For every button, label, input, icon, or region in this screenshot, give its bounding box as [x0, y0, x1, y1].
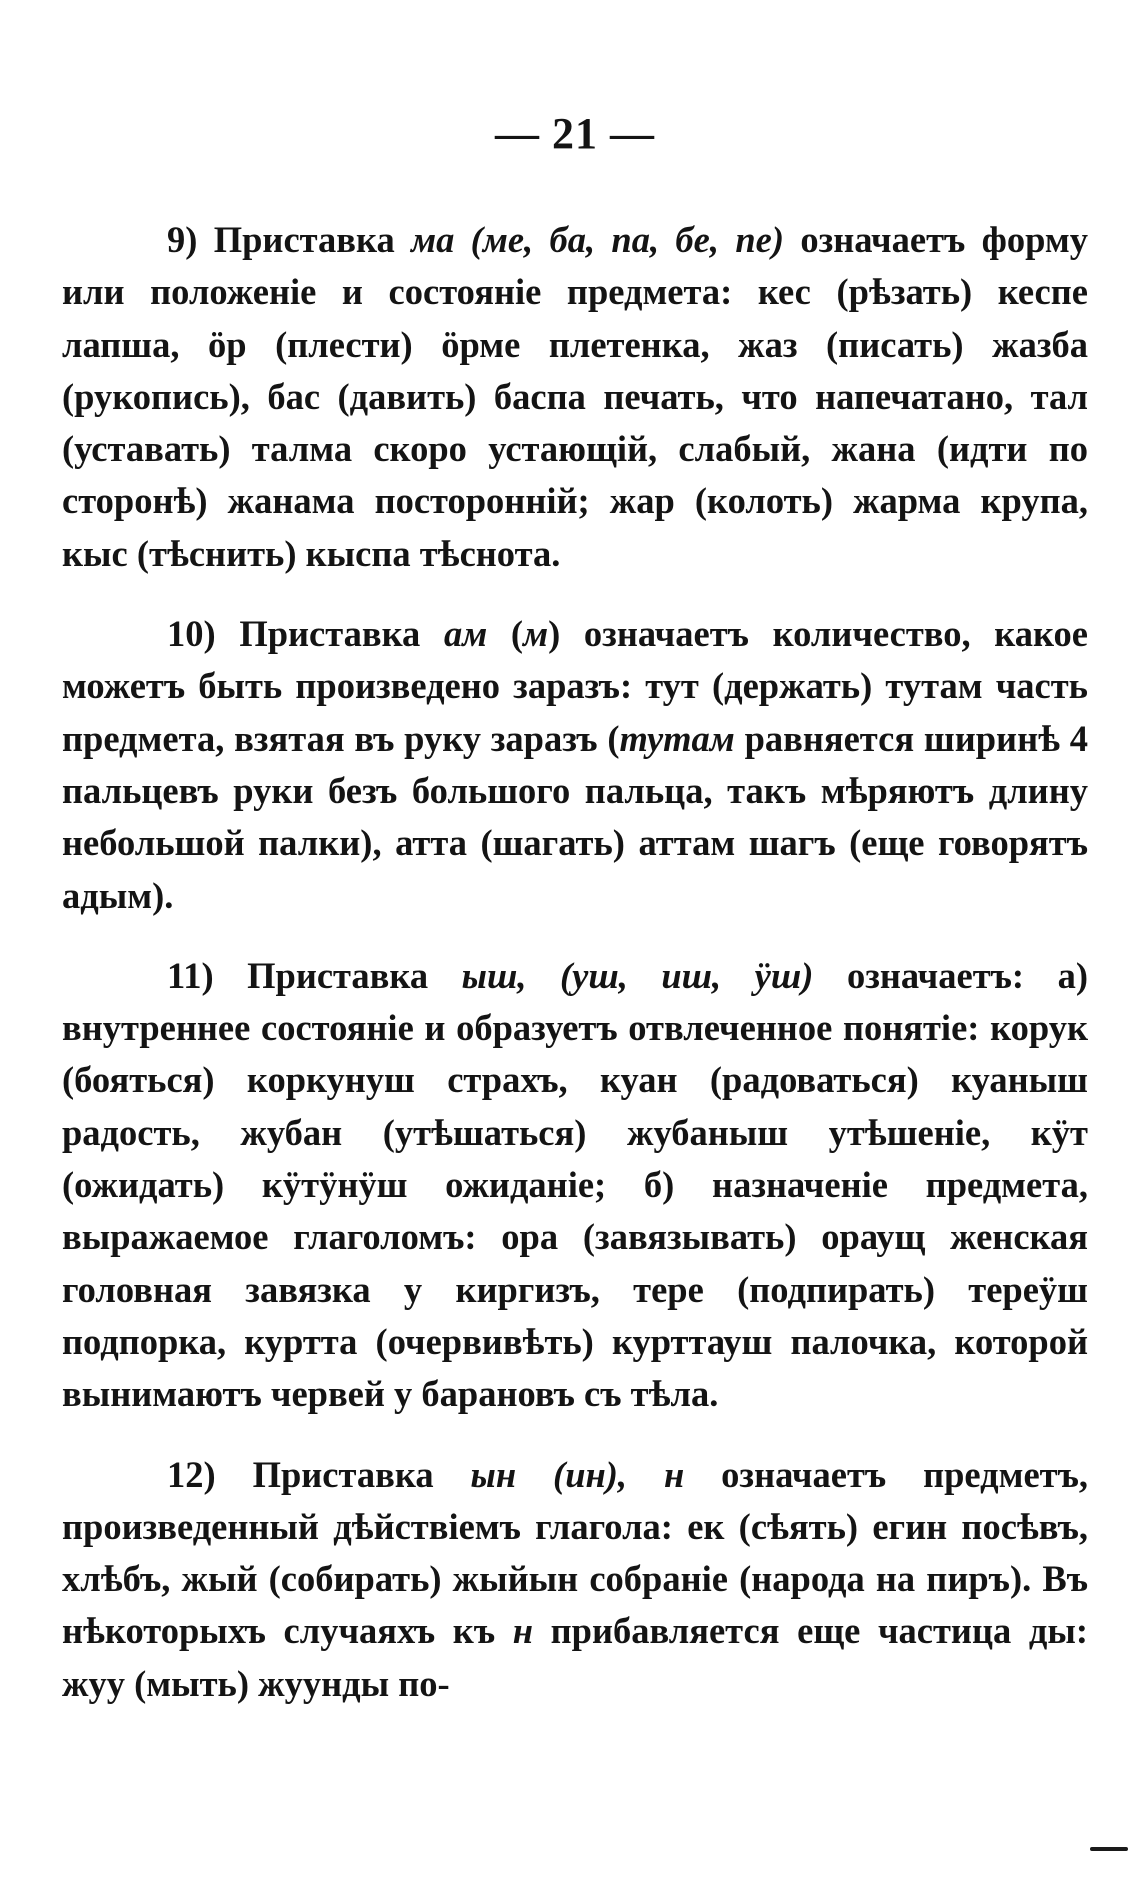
paragraph: [62, 1449, 1088, 1710]
text-segment: 9) Приставка: [167, 219, 412, 260]
italic-text: м: [523, 613, 549, 655]
printer-mark: [1090, 1847, 1128, 1851]
text-segment: равняется ширинѣ 4 пальцевъ руки безъ большого пальца, такъ мѣряютъ длину небольшой палки), атта (шагать) аттам шагъ (еще говорятъ адым).: [62, 717, 1089, 916]
page-number: — 21 —: [495, 109, 655, 158]
text-segment: 11) Приставка: [167, 954, 462, 996]
body-text: [62, 214, 1088, 1710]
text-segment: означаетъ: а) внутреннее состояніе и образуетъ отвлеченное понятіе: корук (бояться) коркунуш страхъ, куан (радоваться) куаныш радость, жубан (утѣшаться) жубаныш утѣшеніе, кӱт (ожидать) кӱтӱнӱш ожиданіе; б) назначеніе предмета, выражаемое глаголомъ: ора (завязывать) ораущ женская головная завязка у киргизъ, тере (подпирать) тереӱш подпорка, куртта (очервивѣть) курттауш палочка, которой вынимаютъ червей у барановъ съ тѣла.: [62, 954, 1088, 1415]
text-segment: означаетъ форму или положеніе и состояніе предмета: кес (рѣзать) кеспе лапша, ӧр (плести) ӧрме плетенка, жаз (писать) жазба (рукопись), бас (давить) баспа печать, что напечатано, тал (уставать) талма скоро устающій, слабый, жана (идти по сторонѣ) жанама посторонній; жар (колоть) жарма крупа, кыс (тѣснить) кыспа тѣснота.: [62, 219, 1089, 574]
italic-text: ам: [443, 613, 488, 655]
paragraph: [62, 608, 1088, 922]
italic-text: тутам: [619, 717, 735, 759]
paragraph: [62, 950, 1088, 1421]
text-segment: 10) Приставка: [167, 613, 444, 655]
text-segment: означаетъ предметъ, произведенный дѣйствіемъ глагола: ек (сѣять) егин посѣвъ, хлѣбъ, жый (собирать) жыйын собраніе (народа на пиръ). Въ нѣкоторыхъ случаяхъ къ: [62, 1453, 1089, 1652]
text-segment: 12) Приставка: [167, 1453, 471, 1495]
text-segment: ) означаетъ количество, какое можетъ быть произведено заразъ: тут (держать) тутам часть предмета, взятая въ руку заразъ (: [62, 613, 1088, 759]
italic-text: ма (ме, ба, па, бе, пе): [411, 219, 784, 260]
italic-text: ыш, (уш, иш, ӱш): [461, 954, 814, 996]
paragraph: [62, 214, 1088, 580]
italic-text: ын (ин), н: [470, 1453, 685, 1495]
text-segment: (: [487, 613, 524, 655]
text-segment: прибавляется еще частица ды: жуу (мыть) жуунды по-: [62, 1610, 1088, 1704]
italic-text: н: [512, 1610, 534, 1652]
